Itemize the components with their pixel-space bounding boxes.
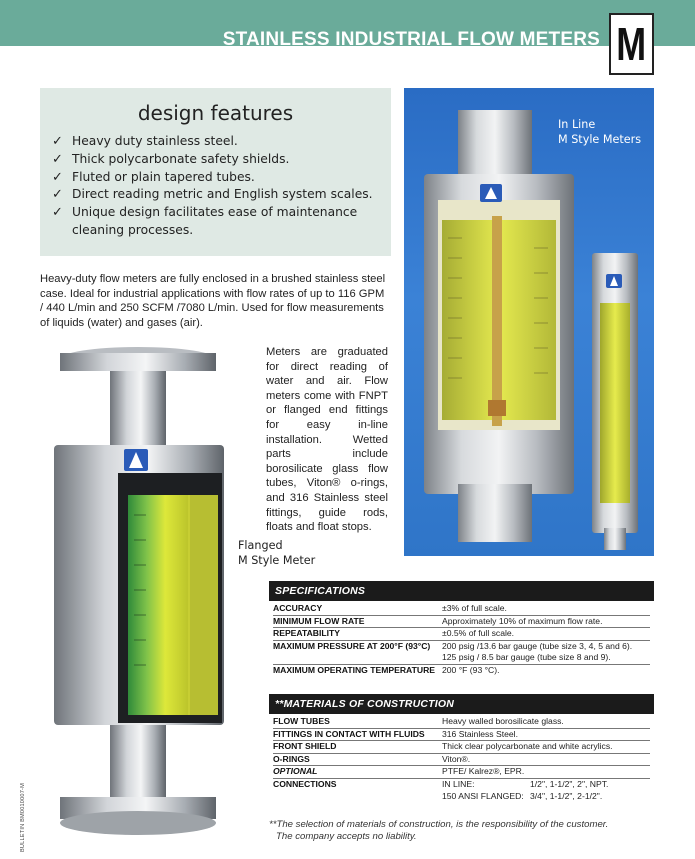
feature-item-continuation: cleaning processes. [72, 222, 194, 237]
table-row: CONNECTIONS IN LINE: 1/2", 1-1/2", 2", NPT. 150 ANSI FLANGED: 3/4", 1-1/2", 2-1/2". [273, 778, 609, 801]
table-row: MINIMUM FLOW RATE Approximately 10% of maximum flow rate. [273, 616, 650, 629]
table-row: REPEATABILITY ±0.5% of full scale. [273, 628, 650, 641]
specifications-table [269, 581, 654, 677]
intro-paragraph: Heavy-duty flow meters are fully enclosed in a brushed stainless steel case. Ideal for industrial applications with flow rates of up to 116 GPM / 440 L/min and 250 SCFM /7080 L/min. Used for flow measurements of liquids (water) and gases (air). [40, 273, 386, 329]
section-letter-badge [609, 13, 654, 75]
meters-description: Meters are graduated for direct reading of water and air. Flow meters come with FNPT or flanged end fittings for easy in-line installation. Wetted parts include borosilicate glass flow tubes, Viton® o-rings, and 316 Stainless steel fittings, guide rods, floats and float stops. [266, 346, 388, 534]
check-icon: ✓ [52, 205, 63, 221]
inline-meters-caption: In Line M Style Meters [558, 118, 642, 146]
table-row: FLOW TUBES Heavy walled borosilicate glass. [273, 716, 650, 729]
section-letter: M [616, 18, 647, 70]
table-row: ACCURACY ±3% of full scale. [273, 603, 650, 616]
check-icon: ✓ [52, 134, 63, 149]
feature-item: ✓ Thick polycarbonate safety shields. [52, 151, 290, 167]
flanged-meter-photo [38, 345, 238, 845]
table-row: MAXIMUM PRESSURE AT 200°F (93°C) 200 psig /13.6 bar gauge (tube size 3, 4, 5 and 6). 125 psig / 8.5 bar gauge (tube size 8 and 9). [273, 641, 650, 665]
table-row: FRONT SHIELD Thick clear polycarbonate and white acrylics. [273, 741, 650, 754]
check-icon: ✓ [52, 187, 63, 203]
table-row: O-RINGS Viton®. [273, 754, 650, 767]
check-icon: ✓ [52, 169, 63, 185]
feature-item: ✓ Unique design facilitates ease of maintenance [52, 205, 358, 221]
design-features-heading: design features [137, 101, 294, 125]
feature-item: ✓ Direct reading metric and English system scales. [52, 187, 373, 203]
inline-meters-photo [404, 88, 654, 556]
materials-table [269, 694, 654, 802]
flanged-meter-caption: Flanged M Style Meter [238, 539, 316, 567]
materials-heading: **MATERIALS OF CONSTRUCTION [269, 694, 654, 714]
specifications-heading: SPECIFICATIONS [269, 581, 654, 601]
materials-footnote: **The selection of materials of construction, is the responsibility of the customer. The company accepts no liability. [269, 819, 609, 842]
table-row: MAXIMUM OPERATING TEMPERATURE 200 °F (93 °C). [273, 664, 500, 675]
feature-item: ✓ Heavy duty stainless steel. [52, 134, 238, 149]
table-row: OPTIONAL PTFE/ Kalrez®, EPR. [273, 766, 650, 779]
table-row: FITTINGS IN CONTACT WITH FLUIDS 316 Stainless Steel. [273, 729, 650, 742]
flanged-meter-illustration [38, 345, 238, 845]
design-features-box [40, 88, 391, 256]
inline-meters-illustration [404, 88, 654, 556]
design-features-list [52, 133, 373, 240]
check-icon: ✓ [52, 151, 63, 167]
bulletin-code: BULLETIN BM0010007-M [20, 783, 26, 852]
feature-item: ✓ Fluted or plain tapered tubes. [52, 169, 255, 185]
page-title: STAINLESS INDUSTRIAL FLOW METERS [222, 29, 600, 50]
